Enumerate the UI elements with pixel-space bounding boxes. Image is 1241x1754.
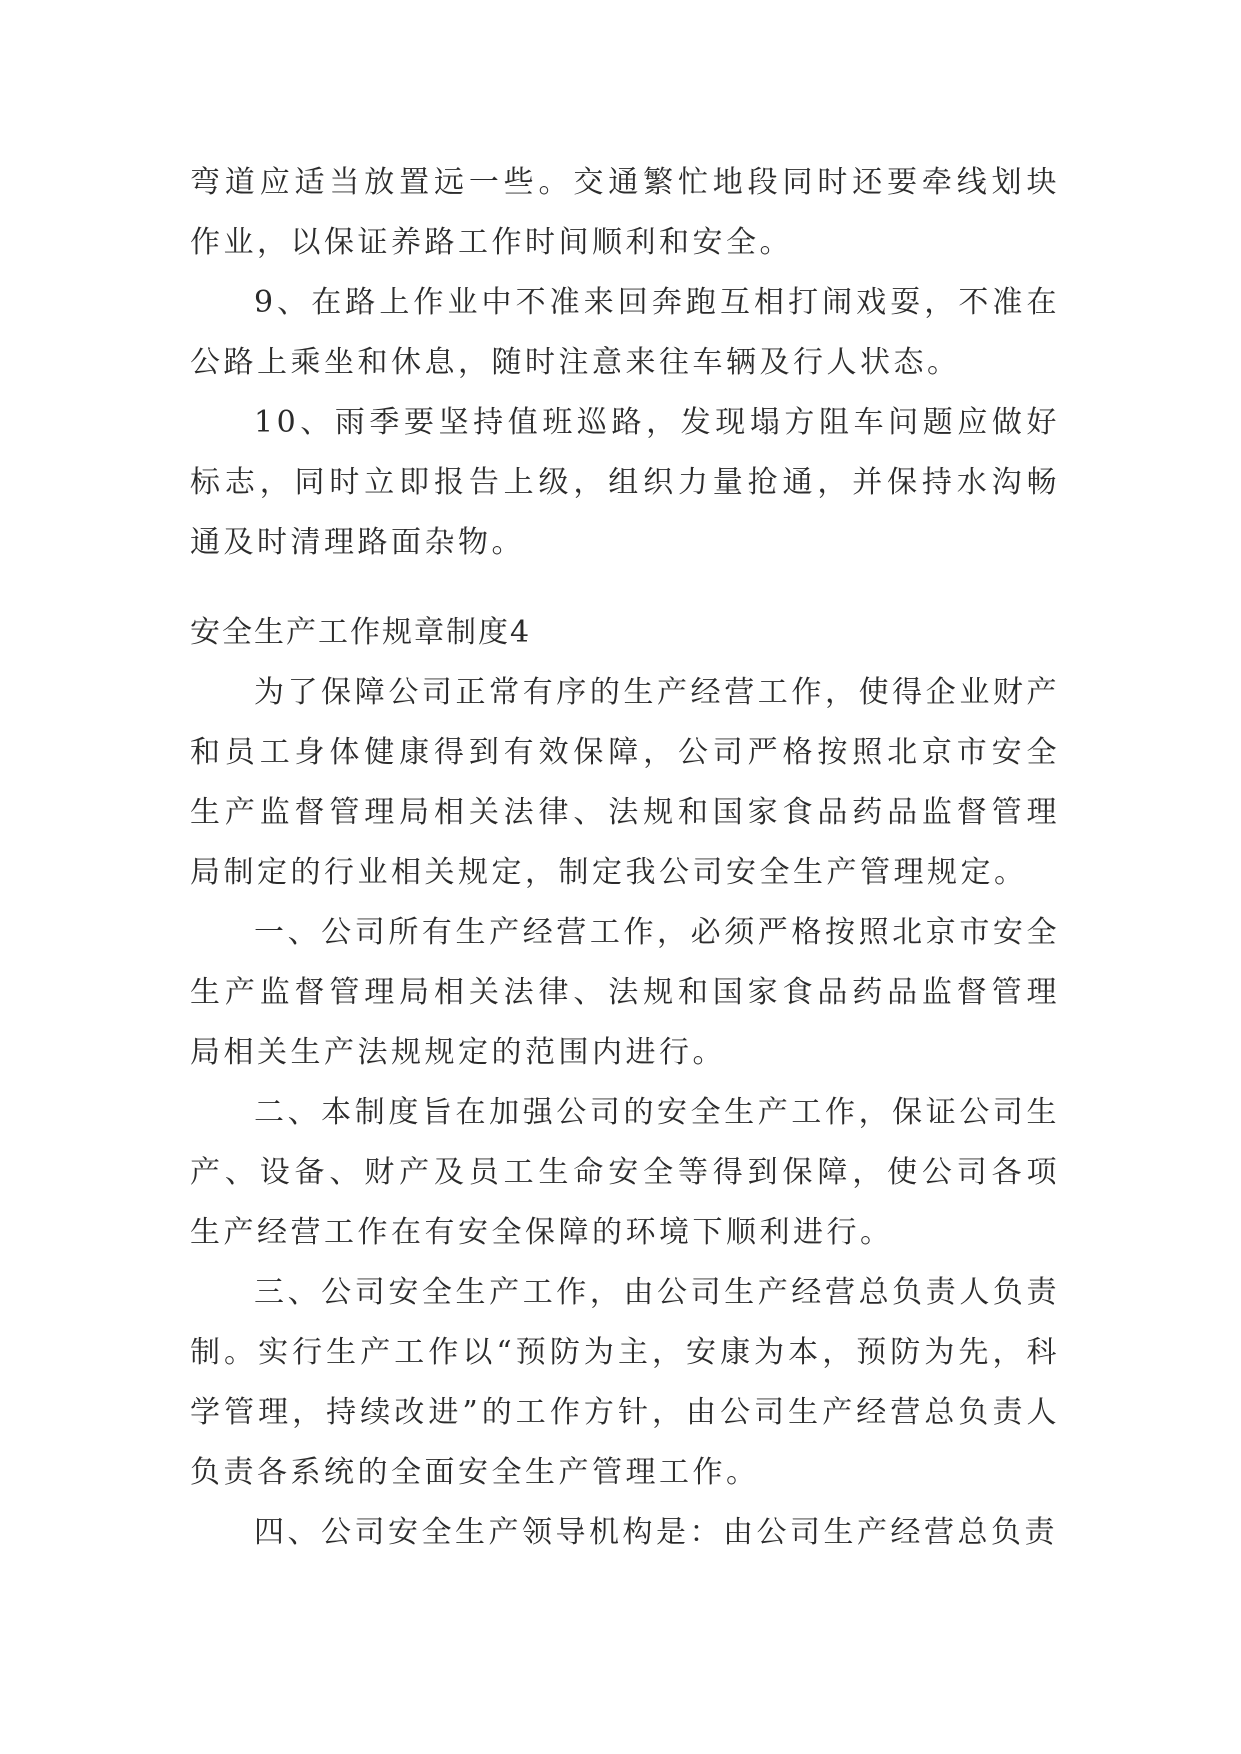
previous-section-text: [190, 153, 1060, 573]
clause-2-paragraph: 二、本制度旨在加强公司的安全生产工作，保证公司生产、设备、财产及员工生命安全等得到保障，使公司各项生产经营工作在有安全保障的环境下顺利进行。: [190, 1095, 1060, 1250]
item-10-paragraph: 10、雨季要坚持值班巡路，发现塌方阻车问题应做好标志，同时立即报告上级，组织力量抢通，并保持水沟畅通及时清理路面杂物。: [190, 405, 1060, 560]
clause-4-paragraph: 四、公司安全生产领导机构是：由公司生产经营总负责: [254, 1515, 1058, 1550]
item-9-paragraph: 9、在路上作业中不准来回奔跑互相打闹戏耍，不准在公路上乘坐和休息，随时注意来往车辆及行人状态。: [190, 285, 1060, 380]
section-title: 安全生产工作规章制度4: [190, 615, 532, 650]
section-4-text: [190, 603, 1060, 1563]
intro-paragraph: 为了保障公司正常有序的生产经营工作，使得企业财产和员工身体健康得到有效保障，公司严格按照北京市安全生产监督管理局相关法律、法规和国家食品药品监督管理局制定的行业相关规定，制定我公司安全生产管理规定。: [190, 675, 1060, 890]
clause-1-paragraph: 一、公司所有生产经营工作，必须严格按照北京市安全生产监督管理局相关法律、法规和国家食品药品监督管理局相关生产法规规定的范围内进行。: [190, 915, 1060, 1070]
continuation-paragraph: 弯道应适当放置远一些。交通繁忙地段同时还要牵线划块作业，以保证养路工作时间顺利和安全。: [190, 165, 1060, 260]
clause-3-paragraph: 三、公司安全生产工作，由公司生产经营总负责人负责制。实行生产工作以“预防为主，安康为本，预防为先，科学管理，持续改进”的工作方针，由公司生产经营总负责人负责各系统的全面安全生产管理工作。: [190, 1275, 1060, 1490]
